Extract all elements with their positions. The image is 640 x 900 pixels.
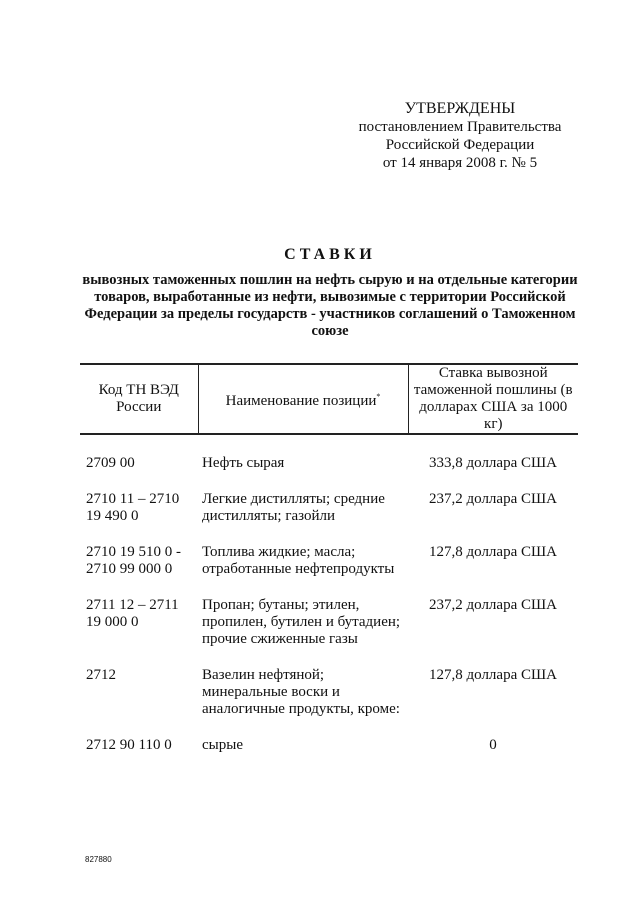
row-code: 2711 12 – 2711 19 000 0	[86, 597, 179, 630]
row-name: Вазелин нефтяной; минеральные воски и аналогичные продукты, кроме:	[202, 667, 400, 717]
row-name: Пропан; бутаны; этилен, пропилен, бутилен и бутадиен; прочие сжиженные газы	[202, 597, 401, 647]
footnote-mark: *	[376, 392, 381, 401]
row-name: сырые	[202, 737, 243, 753]
header-code: Код ТН ВЭД России	[80, 364, 198, 434]
header-rate: Ставка вывозной таможенной пошлины (в долларах США за 1000 кг)	[408, 364, 578, 434]
row-rate: 127,8 доллара США	[429, 544, 557, 560]
document-title: СТАВКИ	[284, 246, 376, 263]
table-row	[80, 597, 578, 667]
row-code: 2712 90 110 0	[86, 737, 172, 753]
row-rate: 237,2 доллара США	[429, 491, 557, 507]
table-row	[80, 737, 578, 773]
row-code: 2710 19 510 0 - 2710 99 000 0	[86, 544, 181, 577]
table-row	[80, 667, 578, 737]
table-row	[80, 544, 578, 597]
approval-line: от 14 января 2008 г. № 5	[382, 155, 538, 171]
approval-title: УТВЕРЖДЕНЫ	[404, 100, 516, 117]
row-code: 2710 11 – 2710 19 490 0	[86, 491, 180, 524]
row-rate: 127,8 доллара США	[429, 667, 557, 683]
document-code: 827880	[85, 855, 112, 864]
header-name: Наименование позиции*	[198, 364, 408, 434]
row-name: Топлива жидкие; масла; отработанные нефтепродукты	[202, 544, 395, 577]
approval-line: Российской Федерации	[385, 137, 535, 153]
row-rate: 0	[489, 737, 497, 753]
rates-table	[80, 363, 578, 773]
row-code: 2712	[86, 667, 116, 683]
row-rate: 237,2 доллара США	[429, 597, 557, 613]
table-row	[80, 434, 578, 491]
row-name: Нефть сырая	[202, 455, 285, 471]
row-name: Легкие дистилляты; средние дистилляты; газойли	[202, 491, 385, 524]
row-rate: 333,8 доллара США	[429, 455, 557, 471]
row-code: 2709 00	[86, 455, 135, 471]
approval-line: постановлением Правительства	[358, 119, 562, 135]
table-row	[80, 491, 578, 544]
approval-block	[330, 100, 590, 172]
document-subtitle: вывозных таможенных пошлин на нефть сырую и на отдельные категории товаров, выработанные из нефти, вывозимые с территории Российской Федерации за пределы государств - участников соглашений о Таможенном союзе	[82, 272, 578, 339]
